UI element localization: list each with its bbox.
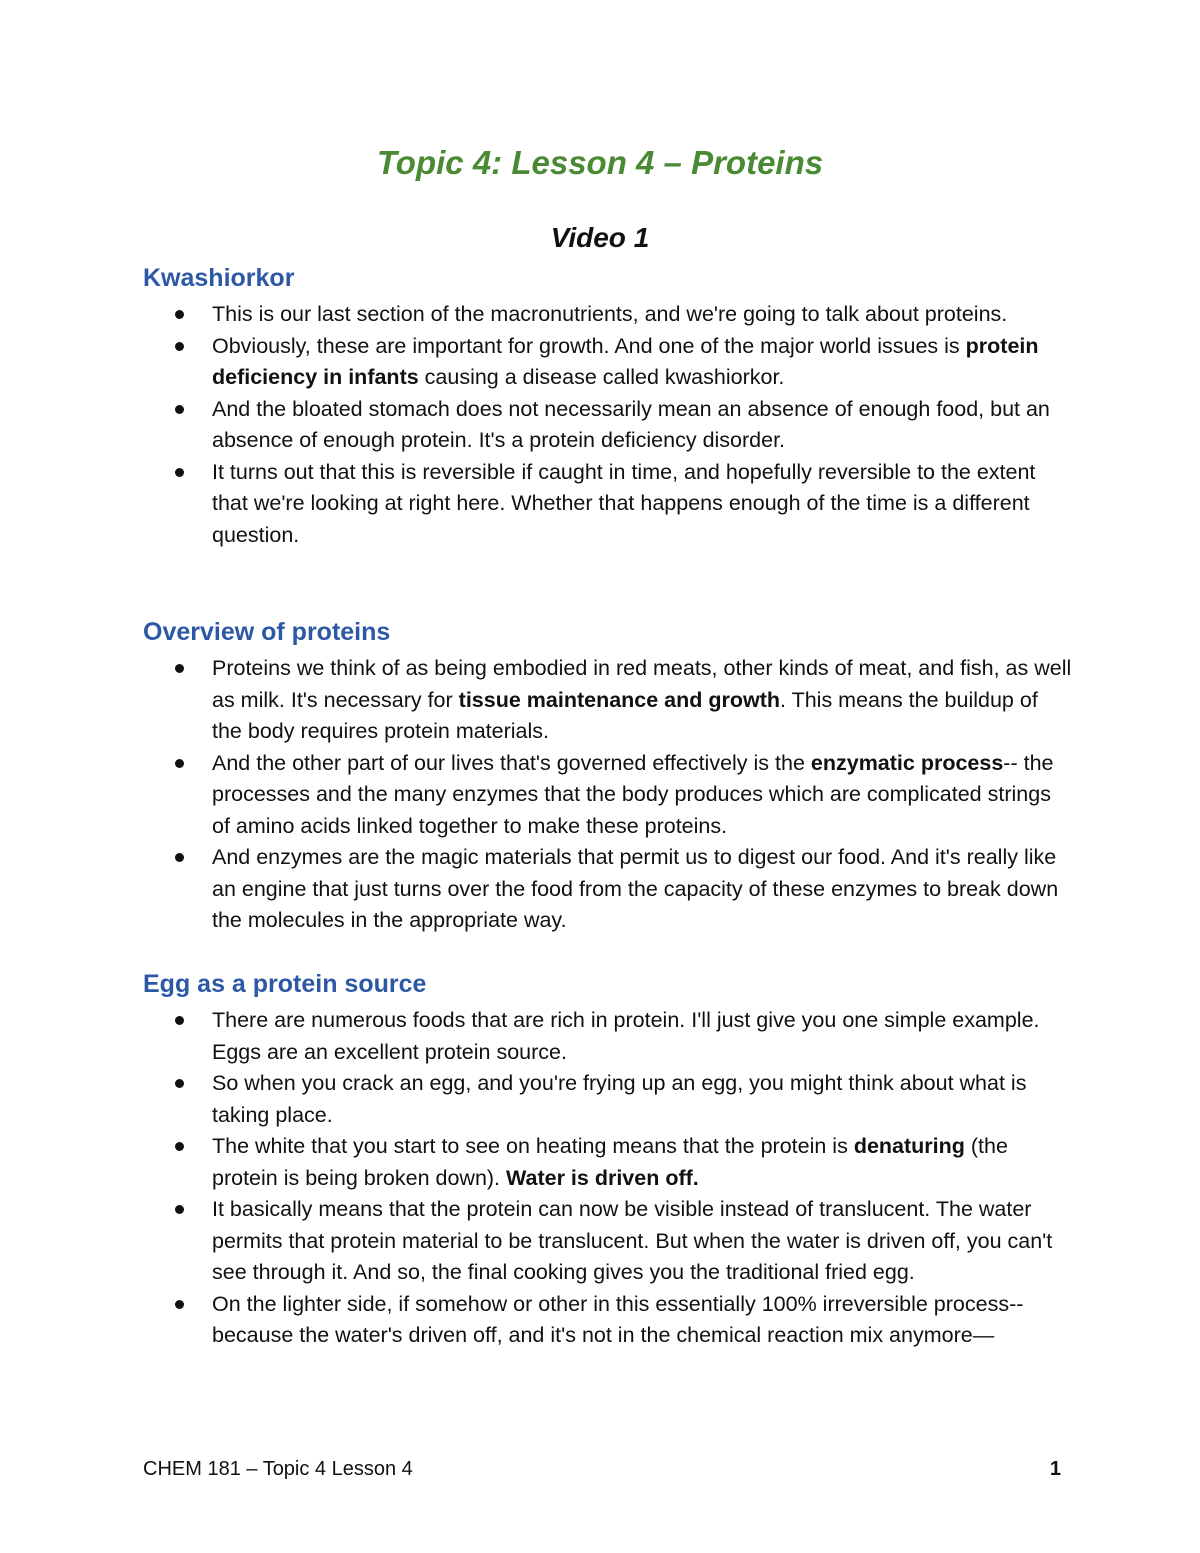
- bullet-dot-icon: [175, 759, 184, 768]
- bullet-item: [143, 394, 1073, 457]
- bullet-item: [143, 1005, 1073, 1068]
- bullet-list: [143, 1005, 1073, 1352]
- section-kwashiorkor: [143, 261, 1073, 551]
- bullet-text: It basically means that the protein can now be visible instead of translucent. The water permits that protein material to be translucent. But when the water is driven off, you can't see through it. And so, the final cooking gives you the traditional fried egg.: [212, 1197, 1053, 1284]
- bullet-dot-icon: [175, 342, 184, 351]
- bullet-item: [143, 457, 1073, 552]
- bullet-item: [143, 331, 1073, 394]
- bold-text: tissue maintenance and growth: [458, 687, 781, 712]
- section-overview-of-proteins: [143, 615, 1073, 937]
- bullet-item: [143, 842, 1073, 937]
- bullet-list: [143, 299, 1073, 551]
- bullet-text: And the bloated stomach does not necessarily mean an absence of enough food, but an absence of enough protein. It's a protein deficiency disorder.: [212, 396, 1050, 452]
- bullet-dot-icon: [175, 310, 184, 319]
- bullet-text: So when you crack an egg, and you're frying up an egg, you might think about what is taking place.: [212, 1071, 1027, 1127]
- bullet-text: And enzymes are the magic materials that permit us to digest our food. And it's really like an engine that just turns over the food from the capacity of these enzymes to break down the molecules in the appropriate way.: [212, 845, 1059, 932]
- bullet-dot-icon: [175, 664, 184, 673]
- section-heading: Kwashiorkor: [143, 264, 295, 292]
- bullet-dot-icon: [175, 405, 184, 414]
- bullet-text: Proteins we think of as being embodied in red meats, other kinds of meat, and fish, as well as milk. It's necessary for: [212, 656, 1072, 712]
- bullet-dot-icon: [175, 1300, 184, 1309]
- bullet-text: causing a disease called kwashiorkor.: [418, 365, 785, 389]
- bullet-text: On the lighter side, if somehow or other in this essentially 100% irreversible process-- because the water's driven off, and it's not in the chemical reaction mix anymore—: [212, 1291, 1024, 1347]
- bullet-item: [143, 748, 1073, 843]
- bullet-dot-icon: [175, 853, 184, 862]
- section-egg-as-a-protein-source: [143, 967, 1073, 1352]
- bullet-dot-icon: [175, 1079, 184, 1088]
- bullet-item: [143, 1194, 1073, 1289]
- bullet-item: [143, 299, 1073, 331]
- section-heading: Overview of proteins: [143, 618, 391, 646]
- bold-text: protein deficiency in infants: [212, 333, 1039, 389]
- page-title: Topic 4: Lesson 4 – Proteins: [376, 144, 824, 181]
- bullet-text: And the other part of our lives that's governed effectively is the: [212, 750, 811, 775]
- bold-text: enzymatic process: [810, 750, 1004, 775]
- bullet-text: Obviously, these are important for growth. And one of the major world issues is: [212, 333, 966, 358]
- bullet-text: This is our last section of the macronutrients, and we're going to talk about proteins.: [212, 302, 1008, 326]
- bold-text: denaturing: [853, 1134, 965, 1158]
- bullet-text: (the protein is being broken down).: [212, 1134, 1008, 1190]
- bullet-text: -- the processes and the many enzymes that the body produces which are complicated strings of amino acids linked together to make these proteins.: [212, 750, 1054, 838]
- bullet-text: The white that you start to see on heating means that the protein is: [212, 1134, 854, 1158]
- footer-course-label: CHEM 181 – Topic 4 Lesson 4: [143, 1458, 413, 1480]
- bullet-text: . This means the buildup of the body requires protein materials.: [212, 687, 1038, 743]
- bullet-text: It turns out that this is reversible if caught in time, and hopefully reversible to the extent that we're looking at right here. Whether that happens enough of the time is a different question.: [212, 459, 1036, 547]
- bullet-dot-icon: [175, 1016, 184, 1025]
- bullet-dot-icon: [175, 1205, 184, 1214]
- page-number: 1: [1049, 1458, 1061, 1480]
- section-heading: Egg as a protein source: [143, 970, 427, 998]
- bold-text: Water is driven off.: [506, 1165, 699, 1190]
- bullet-text: There are numerous foods that are rich in protein. I'll just give you one simple example. Eggs are an excellent protein source.: [212, 1008, 1040, 1064]
- bullet-dot-icon: [175, 1142, 184, 1151]
- bullet-item: [143, 1068, 1073, 1131]
- bullet-item: [143, 653, 1073, 748]
- bullet-item: [143, 1289, 1073, 1352]
- bullet-dot-icon: [175, 468, 184, 477]
- bullet-list: [143, 653, 1073, 937]
- video-subtitle: Video 1: [550, 222, 650, 253]
- bullet-item: [143, 1131, 1073, 1194]
